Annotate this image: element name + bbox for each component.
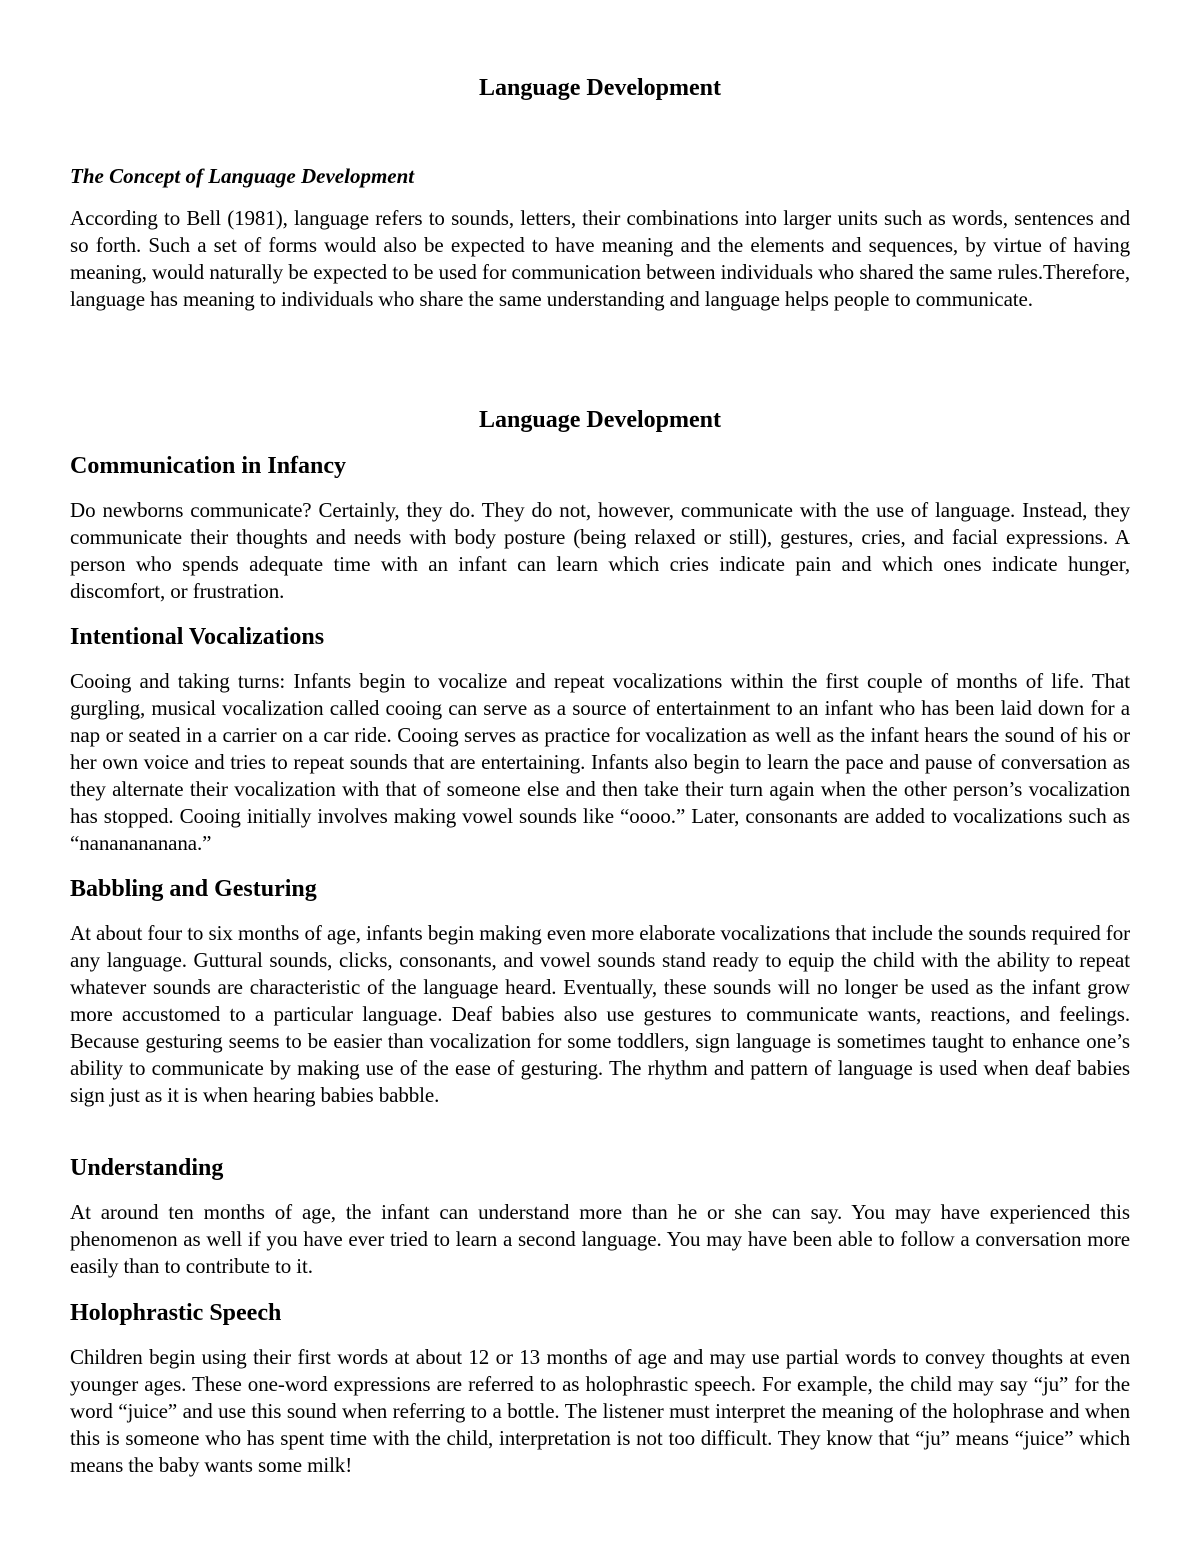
paragraph-babbling-and-gesturing: At about four to six months of age, infants begin making even more elaborate vocalizations that include the sounds required for any language. Guttural sounds, clicks, consonants, and vowel sounds stand ready to equip the child with the ability to repeat whatever sounds are characteristic of the language heard. Eventually, these sounds will no longer be used as the infant grow more accustomed to a particular language. Deaf babies also use gestures to communicate wants, reactions, and feelings. Because gesturing seems to be easier than vocalization for some toddlers, sign language is sometimes taught to enhance one’s ability to communicate by making use of the ease of gesturing. The rhythm and pattern of language is used when deaf babies sign just as it is when hearing babies babble.	[70, 921, 1130, 1107]
paragraph-understanding: At around ten months of age, the infant can understand more than he or she can say. You may have experienced this phenomenon as well if you have ever tried to learn a second language. You may have been able to follow a conversation more easily than to contribute to it.	[70, 1200, 1130, 1278]
document-title: Language Development	[479, 75, 721, 101]
heading-communication-in-infancy: Communication in Infancy	[70, 453, 347, 479]
heading-understanding: Understanding	[70, 1155, 224, 1181]
paragraph-intentional-vocalizations: Cooing and taking turns: Infants begin to vocalize and repeat vocalizations within the first couple of months of life. That gurgling, musical vocalization called cooing can serve as a source of entertainment to an infant who has been laid down for a nap or seated in a carrier on a car ride. Cooing serves as practice for vocalization as well as the infant hears the sound of his or her own voice and tries to repeat sounds that are entertaining. Infants also begin to learn the pace and pause of conversation as they alternate their vocalization with that of someone else and then take their turn again when the other person’s vocalization has stopped. Cooing initially involves making vowel sounds like “oooo.” Later, consonants are added to vocalizations such as “nananananana.”	[70, 669, 1130, 855]
paragraph-holophrastic-speech: Children begin using their first words at about 12 or 13 months of age and may use partial words to convey thoughts at even younger ages. These one-word expressions are referred to as holophrastic speech. For example, the child may say “ju” for the word “juice” and use this sound when referring to a bottle. The listener must interpret the meaning of the holophrase and when this is someone who has spent time with the child, interpretation is not too difficult. They know that “ju” means “juice” which means the baby wants some milk!	[70, 1345, 1130, 1477]
section-title: Language Development	[479, 407, 721, 433]
heading-intentional-vocalizations: Intentional Vocalizations	[70, 624, 325, 650]
intro-paragraph: According to Bell (1981), language refers to sounds, letters, their combinations into larger units such as words, sentences and so forth. Such a set of forms would also be expected to have meaning and the elements and sequences, by virtue of having meaning, would naturally be expected to be used for communication between individuals who shared the same rules.Therefore, language has meaning to individuals who share the same understanding and language helps people to communicate.	[70, 206, 1130, 311]
paragraph-communication-in-infancy: Do newborns communicate? Certainly, they do. They do not, however, communicate with the use of language. Instead, they communicate their thoughts and needs with body posture (being relaxed or still), gestures, cries, and facial expressions. A person who spends adequate time with an infant can learn which cries indicate pain and which ones indicate hunger, discomfort, or frustration.	[70, 498, 1130, 603]
heading-holophrastic-speech: Holophrastic Speech	[70, 1300, 282, 1326]
concept-subtitle: The Concept of Language Development	[70, 164, 415, 188]
heading-babbling-and-gesturing: Babbling and Gesturing	[70, 876, 317, 902]
